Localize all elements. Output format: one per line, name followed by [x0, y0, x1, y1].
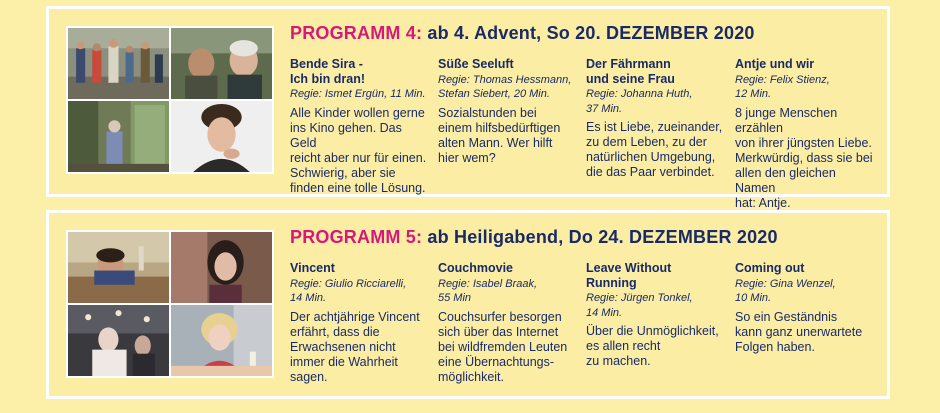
program-5-panel: [46, 210, 890, 399]
film-title: Süße Seeluft: [438, 57, 514, 71]
film-description: Sozialstunden bei einem hilfsbedürftigen alten Mann. Wer hilft hier wem?: [438, 105, 561, 165]
film-title: Bende Sira - Ich bin dran!: [290, 57, 365, 86]
film-title: Coming out: [735, 261, 805, 275]
film-director: Regie: Gina Wenzel, 10 Min.: [735, 277, 836, 304]
film-entry: [290, 261, 430, 385]
film-description: 8 junge Menschen erzählen von ihrer jüngsten Liebe. Merkwürdig, dass sie bei allen den gleichen Namen hat: Antje.: [735, 105, 873, 210]
film-description: Es ist Liebe, zueinander, zu dem Leben, zu der natürlichen Umgebung, die das Paar verbindet.: [586, 120, 723, 179]
film-entry: [438, 261, 578, 385]
film-description: So ein Geständnis kann ganz unerwartete Folgen haben.: [735, 309, 863, 354]
film-director: Regie: Felix Stienz, 12 Min.: [735, 73, 830, 100]
film-director: Regie: Jürgen Tonkel, 14 Min.: [586, 292, 693, 319]
film-title: Leave Without Running: [586, 261, 672, 290]
film-description: Der achtjährige Vincent erfährt, dass die Erwachsenen nicht immer die Wahrheit sagen.: [290, 309, 420, 384]
program-4-label: PROGRAMM 4:: [290, 23, 423, 43]
film-entry: [586, 261, 726, 369]
film-description: Alle Kinder wollen gerne ins Kino gehen. Das Geld reicht aber nur für einen. Schwierig, aber sie finden eine tolle Lösung.: [290, 105, 427, 195]
program-5-label: PROGRAMM 5:: [290, 227, 423, 247]
film-still-woman-dark-hair: [171, 232, 272, 303]
film-title: Antje und wir: [735, 57, 815, 71]
program-4-heading: [290, 23, 755, 44]
film-title: Der Fährmann und seine Frau: [586, 57, 675, 86]
program-4-photo-collage: [66, 26, 274, 174]
film-director: Regie: Giulio Ricciarelli, 14 Min.: [290, 277, 407, 304]
film-entry: [438, 57, 578, 166]
film-director: Regie: Johanna Huth, 37 Min.: [586, 88, 693, 115]
program-4-panel: [46, 6, 890, 210]
film-director: Regie: Ismet Ergün, 11 Min.: [290, 88, 426, 100]
film-entry: [290, 57, 430, 196]
film-still-blonde-woman: [171, 305, 272, 376]
film-still-boy-at-table: [68, 232, 169, 303]
film-entry: [735, 57, 875, 211]
program-5-heading: [290, 227, 778, 248]
film-title: Couchmovie: [438, 261, 514, 275]
film-entry: [586, 57, 726, 180]
program-4-date: ab 4. Advent, So 20. DEZEMBER 2020: [427, 23, 755, 43]
program-5-date: ab Heiligabend, Do 24. DEZEMBER 2020: [427, 227, 778, 247]
film-still-kids-street: [68, 28, 169, 99]
film-description: Couchsurfer besorgen sich über das Internet bei wildfremden Leuten eine Übernachtungs- möglichkeit.: [438, 309, 568, 384]
film-title: Vincent: [290, 261, 335, 275]
film-director: Regie: Thomas Hessmann, Stefan Siebert, 20 Min.: [438, 73, 572, 100]
film-director: Regie: Isabel Braak, 55 Min: [438, 277, 538, 304]
film-still-party-scene: [68, 305, 169, 376]
film-entry: [735, 261, 875, 355]
film-description: Über die Unmöglichkeit, es allen recht zu machen.: [586, 324, 719, 368]
film-still-young-man-portrait: [171, 101, 272, 172]
film-still-old-woman-door: [68, 101, 169, 172]
film-still-old-man: [171, 28, 272, 99]
program-5-photo-collage: [66, 230, 274, 378]
